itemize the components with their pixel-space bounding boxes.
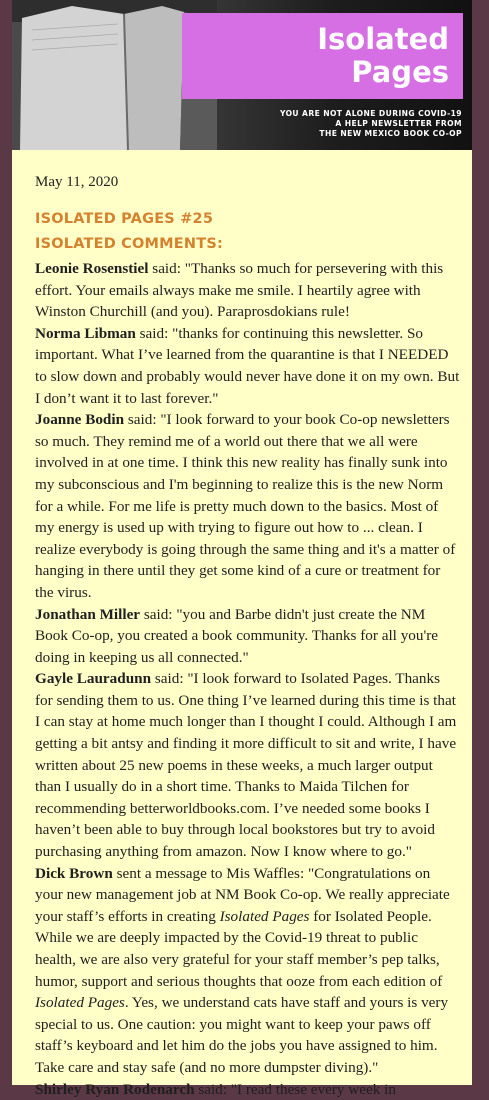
commenter-name: Jonathan Miller [35, 605, 141, 623]
comment-text: said: "I look forward to Isolated Pages. Thanks for sending them to us. One thing I’ve learned during this time is that I can stay at home much longer than I thought I could. Although I am getting a bit antsy and finding it more difficult to sit and write, I have written about 25 new poems in these weeks, a much larger output than I usually do in a short time. Thanks to Maida Tilchen for recommending betterworldbooks.com. I’ve needed some books I haven’t been able to buy through local bookstores but try to avoid purchasing anything from amazon. Now I know where to go." [35, 670, 457, 861]
comment-text: said: "Thanks so much for persevering with this effort. Your emails always make me smile. I heartily agree with Winston Churchill (and you). Paraprosdokians rule! [35, 260, 444, 321]
commenter-name: Shirley Ryan Rodenarch [35, 1080, 195, 1098]
comment [35, 863, 460, 1079]
comment [35, 1079, 460, 1100]
newsletter-name-italic: Isolated Pages [219, 907, 310, 925]
comment-text: . Yes, we understand cats have staff and yours is very special to us. One caution: you might want to keep your paws off staff’s keyboard and let him do the jobs you have assigned to him. Take care and stay safe (and no more dumpster diving)." [35, 994, 449, 1076]
tagline-line-1: YOU ARE NOT ALONE DURING COVID-19 [279, 109, 462, 118]
commenter-name: Joanne Bodin [35, 411, 125, 429]
comment-text: said: "you and Barbe didn't just create the NM Book Co-op, you created a book community. Thanks for all you're doing in keeping us all connected." [35, 605, 439, 666]
tagline-line-3: THE NEW MEXICO BOOK CO-OP [319, 129, 462, 138]
comment-text: for Isolated People. While we are deeply impacted by the Covid-19 threat to public health, we are also very grateful for your staff member’s pep talks, humor, support and serious thoughts that ooze from each edition of [35, 907, 443, 990]
title-line-1: Isolated [317, 22, 449, 56]
comment [35, 604, 460, 669]
comment [35, 668, 460, 862]
section-heading: ISOLATED COMMENTS: [35, 236, 223, 252]
newsletter-body [12, 150, 472, 1100]
comment [35, 323, 460, 409]
comment-text: said: "I look forward to your book Co-op newsletters so much. They remind me of a world out there that we all were involved in at one time. I think this new reality has finally sunk into my subconscious and I'm beginning to realize this is the new Norm for a while. For me life is pretty much down to the basics. Most of my energy is used up with trying to figure out how to ... clean. I realize everybody is going through the same thing and it's a matter of hanging in there until they get some kind of a cure or treatment for the virus. [35, 411, 456, 601]
comment-text: sent a message to Mis Waffles: "Congratulations on your new management job at NM Book Co-op. We really appreciate your staff’s efforts in creating [35, 864, 450, 925]
tagline-line-2: A HELP NEWSLETTER FROM [335, 119, 462, 128]
comments-list [35, 258, 460, 1100]
commenter-name: Leonie Rosenstiel [35, 260, 149, 277]
issue-date: May 11, 2020 [35, 174, 119, 190]
commenter-name: Gayle Lauradunn [35, 670, 152, 688]
issue-heading: ISOLATED PAGES #25 [35, 211, 214, 227]
newsletter [12, 0, 472, 1098]
comment [35, 409, 460, 603]
comment [35, 258, 460, 323]
title-line-2: Pages [351, 55, 449, 89]
commenter-name: Dick Brown [35, 864, 113, 882]
header-banner [12, 0, 472, 150]
commenter-name: Norma Libman [35, 324, 136, 342]
comment-text: said: "thanks for continuing this newsletter. So important. What I’ve learned from the quarantine is that I NEEDED to slow down and probably would never have done it on my own. But I don’t want it to last forever." [35, 324, 460, 407]
newsletter-title [182, 13, 463, 99]
comment-text: said: "I read these every week in [194, 1080, 396, 1098]
newsletter-name-italic: Isolated Pages [35, 994, 125, 1012]
tagline [280, 109, 462, 139]
